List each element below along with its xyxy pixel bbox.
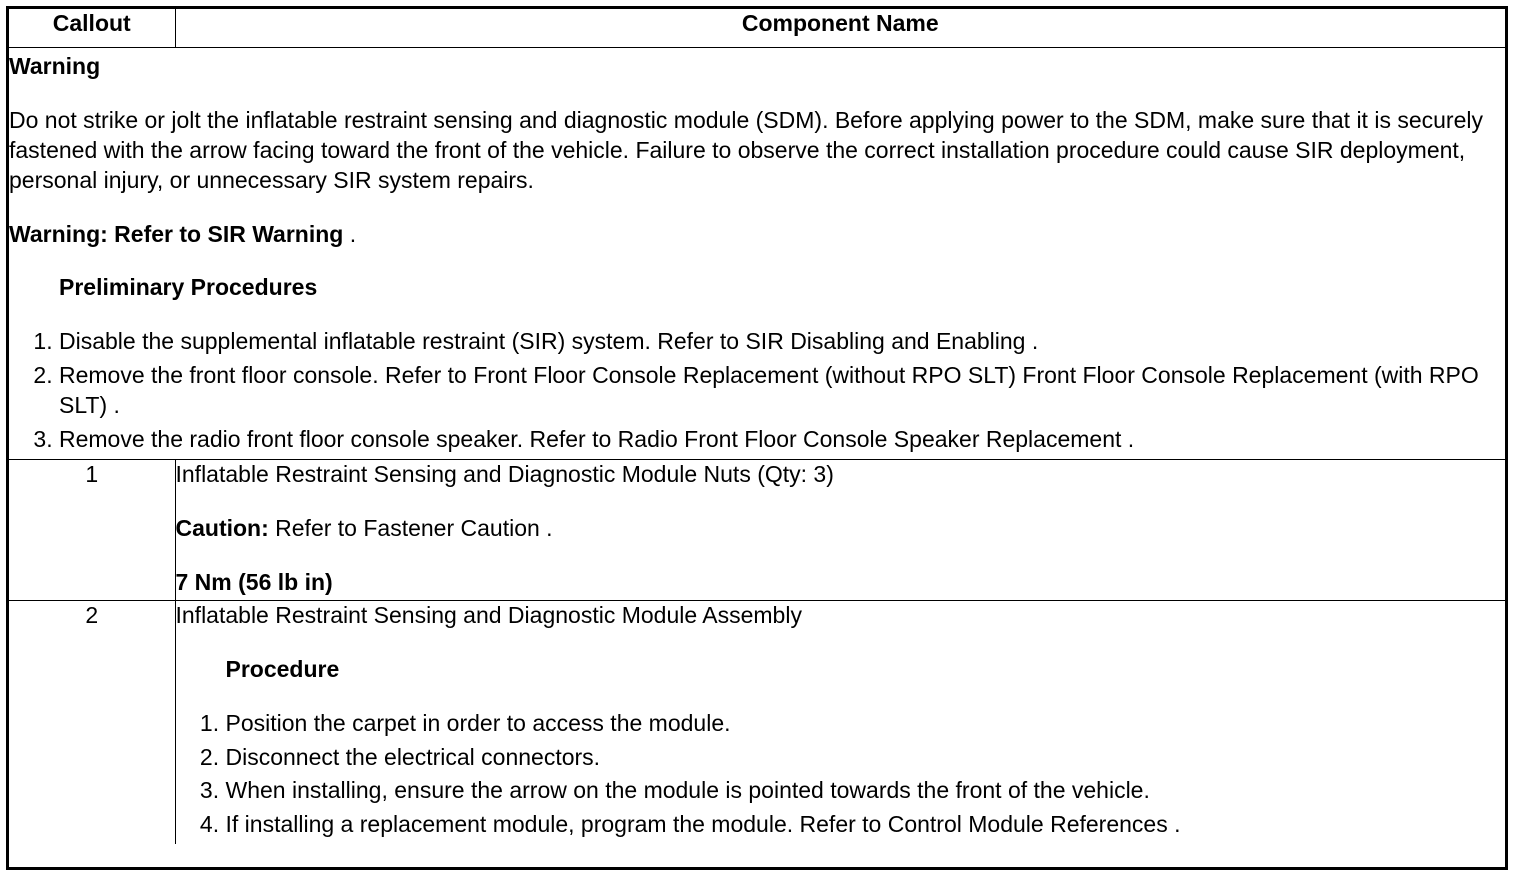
table-row <box>9 600 1505 844</box>
component-cell <box>175 600 1505 844</box>
callout-number: 2 <box>9 600 175 844</box>
procedure-title: Procedure <box>225 655 340 682</box>
preliminary-procedures-title: Preliminary Procedures <box>59 274 318 301</box>
torque-spec: 7 Nm (56 lb in) <box>175 568 333 595</box>
preliminary-cell <box>9 48 1505 460</box>
list-item: 2. Remove the front floor console. Refer to Front Floor Console Replacement (without RPO SLT) Front Floor Console Replacement (with RPO SLT) . <box>59 361 1505 421</box>
warning-reference-label: Warning: Refer to SIR Warning <box>9 220 344 247</box>
procedure-steps <box>176 709 1506 841</box>
component-cell <box>175 459 1505 600</box>
warning-reference-tail: . <box>343 220 357 247</box>
component-name: Inflatable Restraint Sensing and Diagnostic Module Assembly <box>175 601 802 628</box>
list-item: 3. When installing, ensure the arrow on the module is pointed towards the front of the vehicle. <box>226 776 1506 806</box>
list-item: 2. Disconnect the electrical connectors. <box>226 743 1506 773</box>
list-item: 1. Disable the supplemental inflatable restraint (SIR) system. Refer to SIR Disabling and Enabling . <box>59 327 1505 357</box>
callout-table <box>9 9 1505 844</box>
caution-text: Refer to Fastener Caution . <box>268 514 553 541</box>
list-item: 4. If installing a replacement module, program the module. Refer to Control Module References . <box>226 810 1506 840</box>
warning-title: Warning <box>9 53 101 79</box>
callout-header: Callout <box>9 9 175 48</box>
procedure-sheet <box>6 6 1508 870</box>
list-item: 1. Position the carpet in order to access the module. <box>226 709 1506 739</box>
warning-reference <box>9 220 1505 250</box>
list-item: 3. Remove the radio front floor console speaker. Refer to Radio Front Floor Console Speaker Replacement . <box>59 425 1505 455</box>
caution-label: Caution: <box>175 514 269 541</box>
component-name: Inflatable Restraint Sensing and Diagnostic Module Nuts (Qty: 3) <box>175 460 834 487</box>
warning-text: Do not strike or jolt the inflatable restraint sensing and diagnostic module (SDM). Before applying power to the SDM, make sure that it is securely fastened with the arrow facing toward the front of the vehicle. Failure to observe the correct installation procedure could cause SIR deployment, personal injury, or unnecessary SIR system repairs. <box>9 106 1483 193</box>
callout-number: 1 <box>9 459 175 600</box>
component-name-header: Component Name <box>175 9 1505 48</box>
header-row <box>9 9 1505 48</box>
preliminary-steps <box>9 327 1505 455</box>
preliminary-row <box>9 48 1505 460</box>
table-row <box>9 459 1505 600</box>
caution-note <box>176 514 1506 544</box>
